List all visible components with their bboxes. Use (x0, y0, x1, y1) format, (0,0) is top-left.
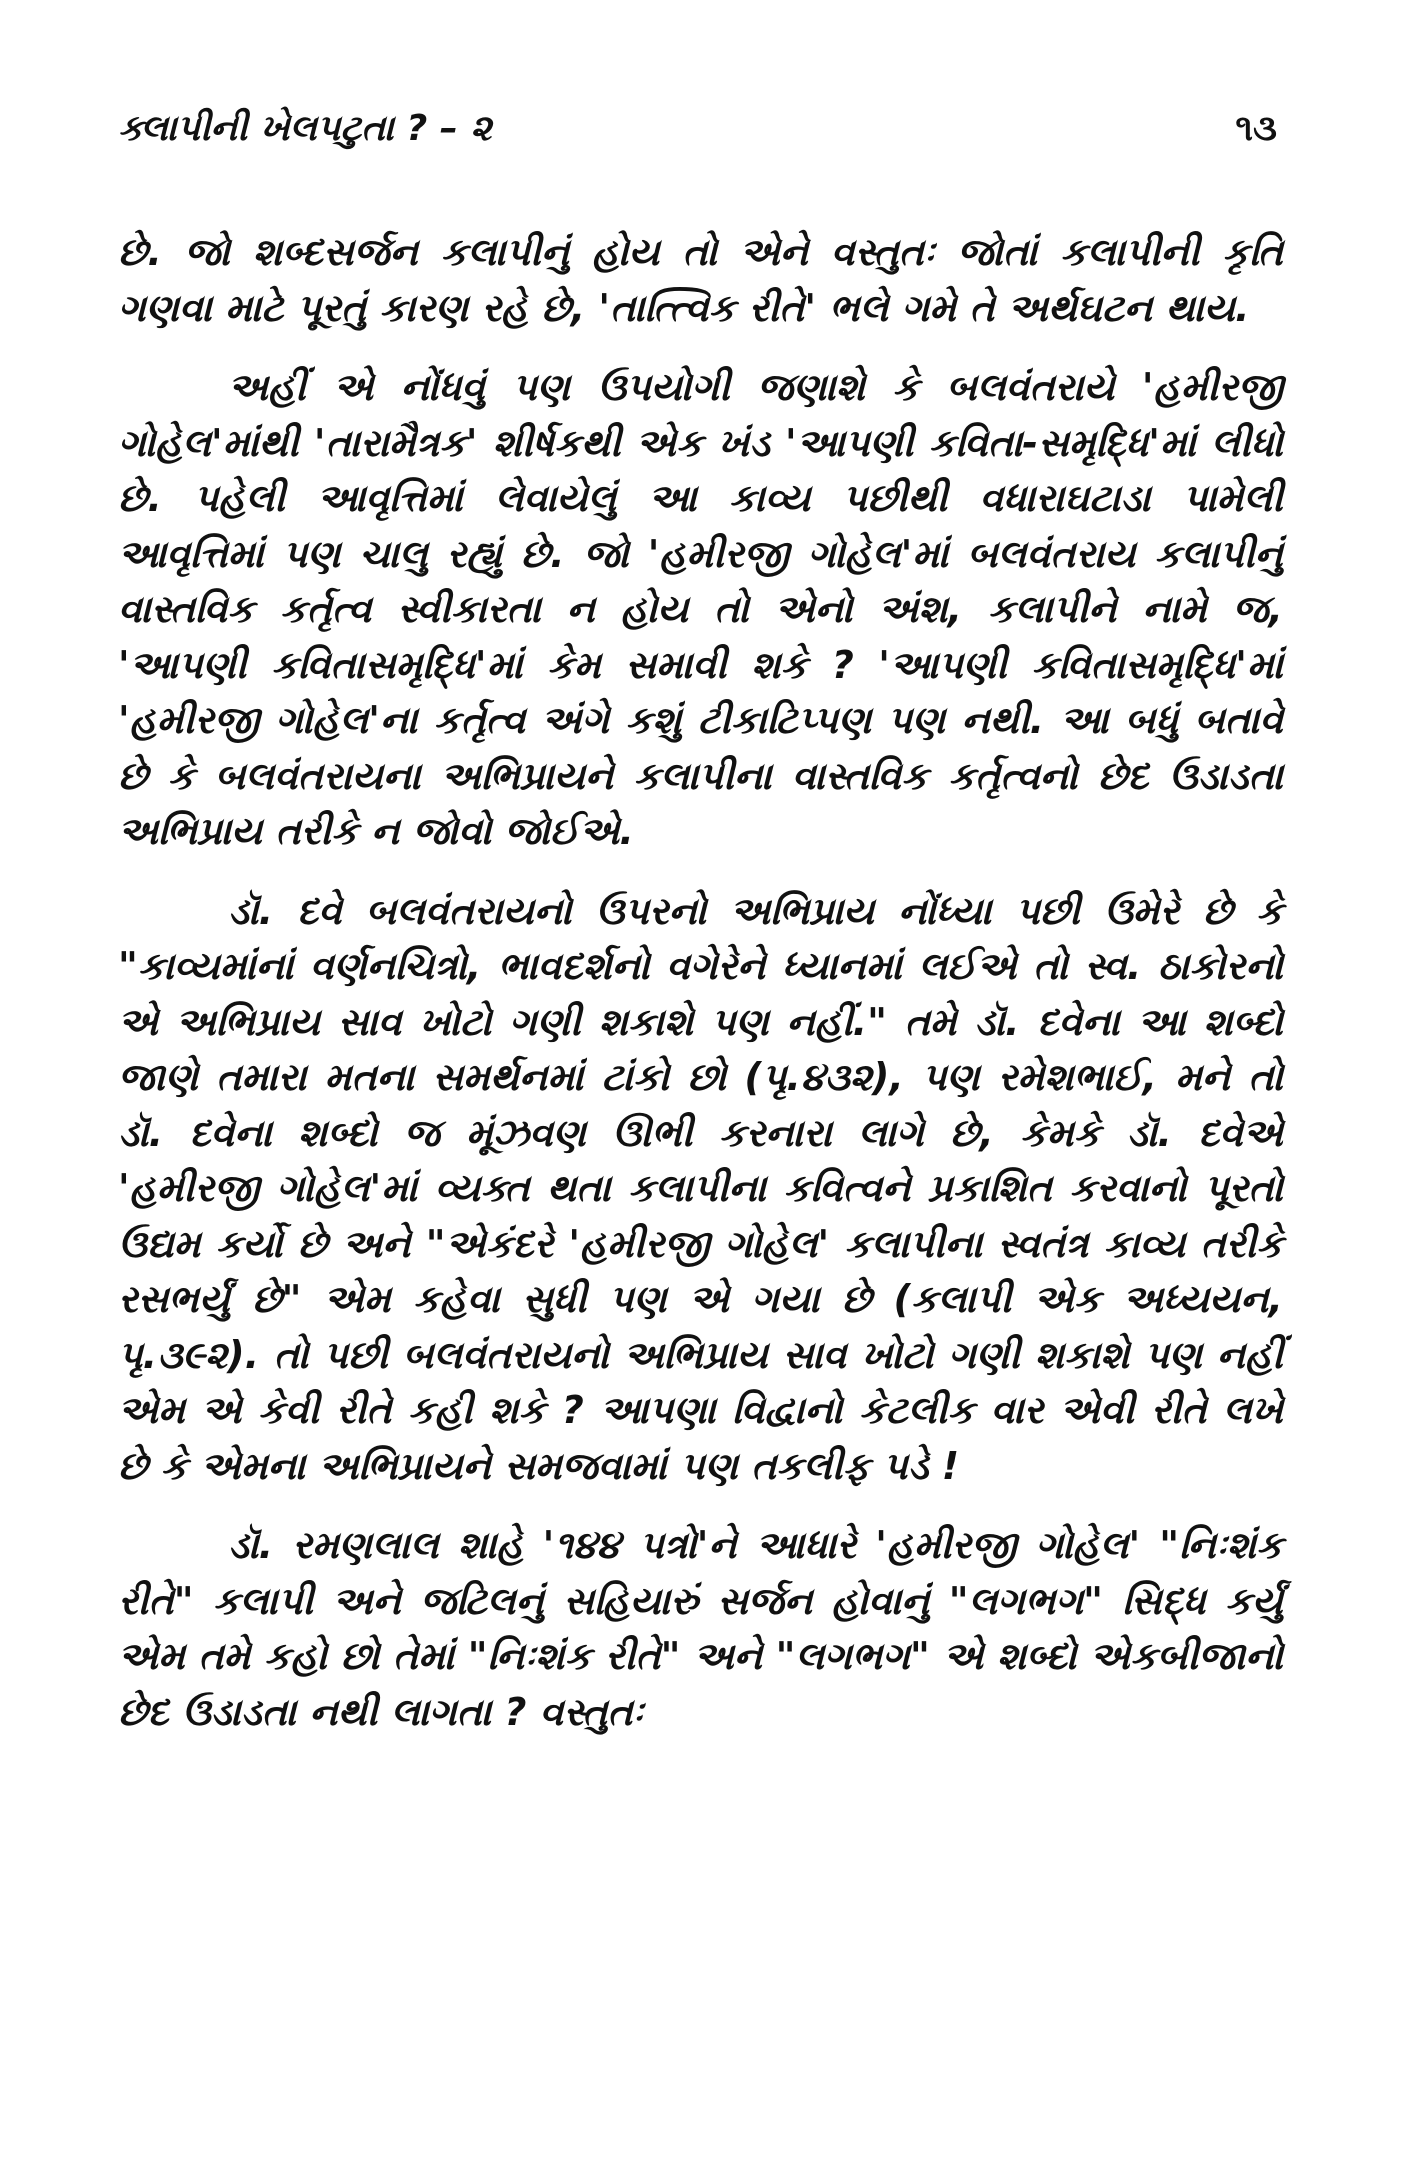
page-number: ૧૩ (1235, 108, 1277, 149)
running-head-title: ક્લાપીની ખેલપટુતા ? – ૨ (118, 108, 492, 149)
paragraph-2: અહીં એ નોંધવું પણ ઉપયોગી જણાશે કે બલવંતરાયે 'હમીરજી ગોહેલ'માંથી 'તારામૈત્રક' શીર્ષકથી એક ખંડ 'આપણી કવિતા-સમૃદ્ધિ'માં લીધો છે. પહેલી આવૃત્તિમાં લેવાયેલું આ કાવ્ય પછીથી વધારાઘટાડા પામેલી આવૃત્તિમાં પણ ચાલુ રહ્યું છે. જો 'હમીરજી ગોહેલ'માં બલવંતરાય કલાપીનું વાસ્તવિક કર્તૃત્વ સ્વીકારતા ન હોય તો એનો અંશ, કલાપીને નામે જ, 'આપણી કવિતાસમૃદ્ધિ'માં કેમ સમાવી શકે ? 'આપણી કવિતાસમૃદ્ધિ'માં 'હમીરજી ગોહેલ'ના કર્તૃત્વ અંગે કશું ટીકાટિપ્પણ પણ નથી. આ બધું બતાવે છે કે બલવંતરાયના અભિપ્રાયને કલાપીના વાસ્તવિક કર્તૃત્વનો છેદ ઉડાડતા અભિપ્રાય તરીકે ન જોવો જોઈએ. (118, 365, 1283, 853)
paragraph-1: છે. જો શબ્દસર્જન કલાપીનું હોય તો એને વસ્તુતઃ જોતાં કલાપીની કૃતિ ગણવા માટે પૂરતું કારણ રહે છે, 'તાત્ત્વિક રીતે' ભલે ગમે તે અર્થઘટન થાય. (118, 230, 1283, 330)
body-text (118, 225, 1283, 1740)
paragraph-4: ડૉ. રમણલાલ શાહે '૧૪૪ પત્રો'ને આધારે 'હમીરજી ગોહેલ' "નિઃશંક રીતે" કલાપી અને જટિલનું સહિયારું સર્જન હોવાનું "લગભગ" સિદ્ધ કર્યું એમ તમે કહો છો તેમાં "નિઃશંક રીતે" અને "લગભગ" એ શબ્દો એકબીજાનો છેદ ઉડાડતા નથી લાગતા ? વસ્તુતઃ (118, 1523, 1283, 1734)
paragraph-3: ડૉ. દવે બલવંતરાયનો ઉપરનો અભિપ્રાય નોંધ્યા પછી ઉમેરે છે કે "કાવ્યમાંનાં વર્ણનચિત્રો, ભાવદર્શનો વગેરેને ધ્યાનમાં લઈએ તો સ્વ. ઠાકોરનો એ અભિપ્રાય સાવ ખોટો ગણી શકાશે પણ નહીં." તમે ડૉ. દવેના આ શબ્દો જાણે તમારા મતના સમર્થનમાં ટાંકો છો (પૃ.૪૩૨), પણ રમેશભાઈ, મને તો ડૉ. દવેના શબ્દો જ મૂંઝવણ ઊભી કરનારા લાગે છે, કેમકે ડૉ. દવેએ 'હમીરજી ગોહેલ'માં વ્યક્ત થતા કલાપીના કવિત્વને પ્રકાશિત કરવાનો પૂરતો ઉદ્યમ કર્યો છે અને "એકંદરે 'હમીરજી ગોહેલ' કલાપીના સ્વતંત્ર કાવ્ય તરીકે રસભર્યું છે" એમ કહેવા સુધી પણ એ ગયા છે (કલાપી એક અધ્યયન, પૃ.૩૯૨). તો પછી બલવંતરાયનો અભિપ્રાય સાવ ખોટો ગણી શકાશે પણ નહીં એમ એ કેવી રીતે કહી શકે ? આપણા વિદ્વાનો કેટલીક વાર એવી રીતે લખે છે કે એમના અભિપ્રાયને સમજવામાં પણ તકલીફ પડે ! (118, 888, 1283, 1488)
